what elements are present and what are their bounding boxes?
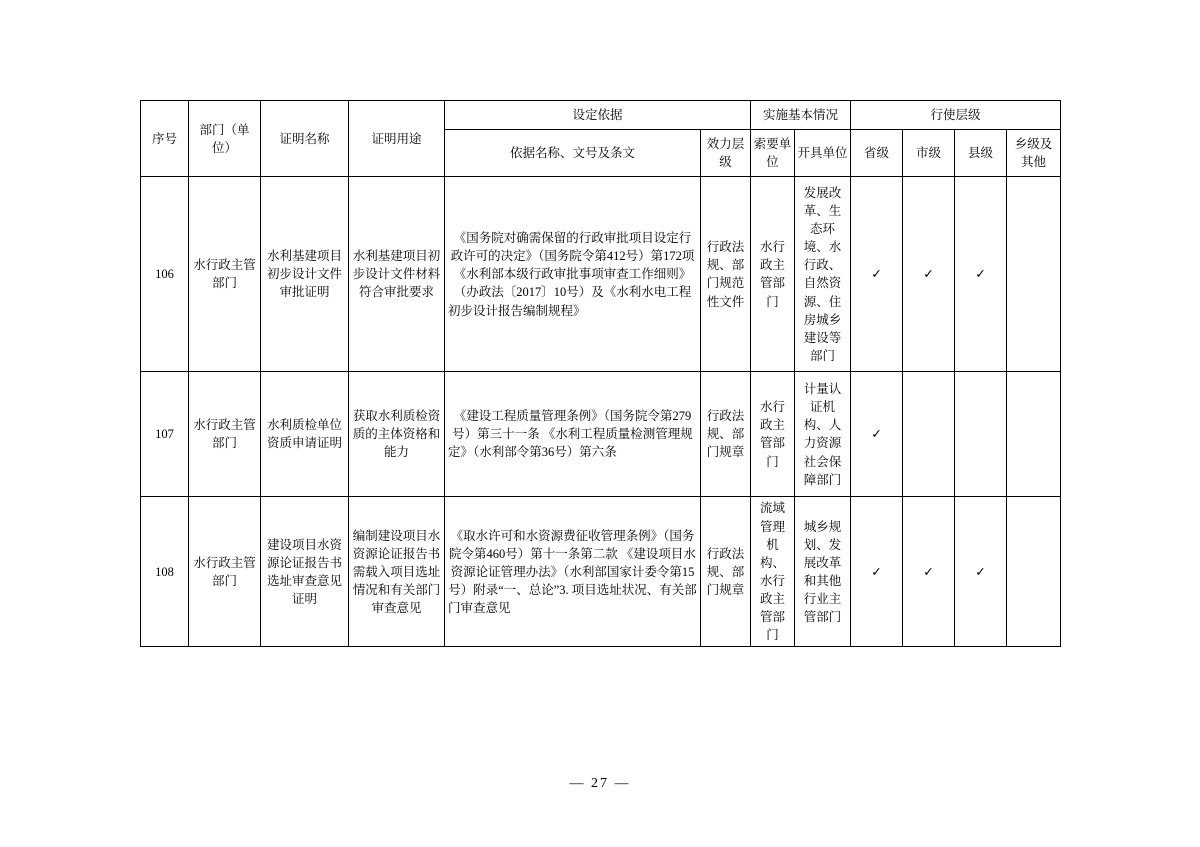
cell-dept: 水行政主管部门 [189,497,261,647]
cell-city-mark: ✓ [903,177,955,372]
cell-county-mark [955,372,1007,497]
table-header-row-1 [141,101,1061,130]
header-province: 省级 [851,130,903,177]
header-request-unit: 索要单位 [751,130,795,177]
cell-dept: 水行政主管部门 [189,177,261,372]
cell-request-unit: 流域管理机构、水行政主管部门 [751,497,795,647]
certificate-table [140,100,1061,647]
header-exercise-group [851,101,1061,130]
table-row [141,177,1061,372]
cell-request-unit: 水行政主管部门 [751,372,795,497]
cell-province-mark: ✓ [851,177,903,372]
header-city: 市级 [903,130,955,177]
cell-cert-use: 获取水利质检资质的主体资格和能力 [349,372,445,497]
cell-basis-detail: 《建设工程质量管理条例》（国务院令第279号）第三十一条 《水利工程质量检测管理规定》（水利部令第36号）第六条 [445,372,701,497]
cell-force-level: 行政法规、部门规章 [701,497,751,647]
cell-county-mark: ✓ [955,177,1007,372]
cell-county-mark: ✓ [955,497,1007,647]
header-cert-name: 证明名称 [261,101,349,177]
cell-basis-detail: 《取水许可和水资源费征收管理条例》（国务院令第460号）第十一条第二款 《建设项目水资源论证管理办法》（水利部国家计委令第15号）附录“一、总论”3. 项目选址状况、有关部门审查意见 [445,497,701,647]
table-row [141,497,1061,647]
header-basis-detail: 依据名称、文号及条文 [445,130,701,177]
cell-city-mark: ✓ [903,497,955,647]
cell-cert-use: 水利基建项目初步设计文件材料符合审批要求 [349,177,445,372]
cell-city-mark [903,372,955,497]
header-issue-unit: 开具单位 [795,130,851,177]
cell-issue-unit: 计量认证机构、人力资源社会保障部门 [795,372,851,497]
cell-seq: 106 [141,177,189,372]
cell-province-mark: ✓ [851,497,903,647]
page-number: — 27 — [569,776,631,791]
header-basis-group-label: 设定依据 [572,108,623,122]
cell-dept: 水行政主管部门 [189,372,261,497]
table-header [141,101,1061,177]
table-row [141,372,1061,497]
header-dept: 部门（单位） [189,101,261,177]
cell-issue-unit: 城乡规划、发展改革和其他行业主管部门 [795,497,851,647]
cell-township-mark [1007,497,1061,647]
cell-force-level: 行政法规、部门规范性文件 [701,177,751,372]
header-county: 县级 [955,130,1007,177]
cell-cert-name: 水利基建项目初步设计文件审批证明 [261,177,349,372]
header-seq: 序号 [141,101,189,177]
header-township: 乡级及其他 [1007,130,1061,177]
cell-issue-unit: 发展改革、生态环境、水行政、自然资源、住房城乡建设等部门 [795,177,851,372]
cell-force-level: 行政法规、部门规章 [701,372,751,497]
cell-seq: 107 [141,372,189,497]
cell-cert-name: 水利质检单位资质申请证明 [261,372,349,497]
header-basis-group [445,101,751,130]
header-impl-group-label: 实施基本情况 [763,108,839,122]
table-body [141,177,1061,647]
cell-seq: 108 [141,497,189,647]
cell-basis-detail: 《国务院对确需保留的行政审批项目设定行政许可的决定》（国务院令第412号）第172项 《水利部本级行政审批事项审查工作细则》（办政法〔2017〕10号）及《水利水电工程初步设计报告编制规程》 [445,177,701,372]
cell-cert-use: 编制建设项目水资源论证报告书需载入项目选址情况和有关部门审查意见 [349,497,445,647]
header-force-level: 效力层级 [701,130,751,177]
cell-cert-name: 建设项目水资源论证报告书选址审查意见证明 [261,497,349,647]
header-cert-use: 证明用途 [349,101,445,177]
header-impl-group [751,101,851,130]
cell-province-mark: ✓ [851,372,903,497]
cell-request-unit: 水行政主管部门 [751,177,795,372]
header-exercise-group-label: 行使层级 [930,108,981,122]
cell-township-mark [1007,372,1061,497]
cell-township-mark [1007,177,1061,372]
